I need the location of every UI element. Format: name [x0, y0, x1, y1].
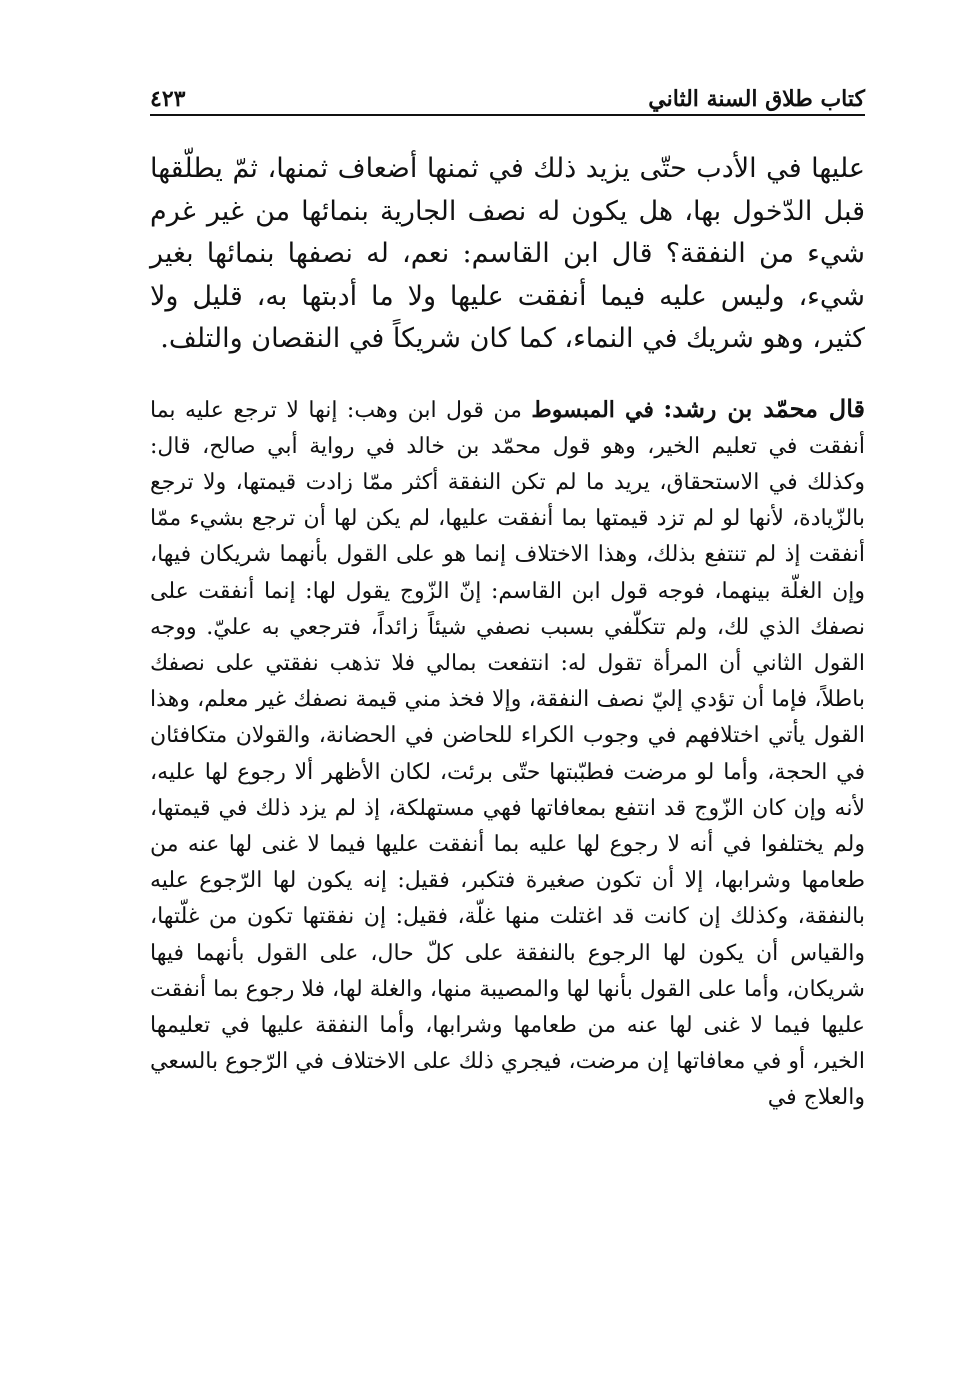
commentary-source: في المبسوط	[531, 396, 654, 423]
running-header-title: كتاب طلاق السنة الثاني	[648, 86, 865, 112]
page-number: ٤٢٣	[150, 86, 186, 112]
running-header	[150, 62, 865, 116]
paragraph-question: عليها في الأدب حتّى يزيد ذلك في ثمنها أضعاف ثمنها، ثمّ يطلّقها قبل الدّخول بها، هل يكون له نصف الجارية بنمائها من غير غرم شيء من النفقة؟ قال ابن القاسم: نعم، له نصفها بنمائها بغير شيء، وليس عليه فيما أنفقت عليها ولا ما أدبتها به، قليل ولا كثير، وهو شريك في النماء، كما كان شريكاً في النقصان والتلف.	[150, 153, 865, 354]
commentary-body: من قول ابن وهب: إنها لا ترجع عليه بما أنفقت في تعليم الخير، وهو قول محمّد بن خالد في رواية أبي صالح، قال: وكذلك في الاستحقاق، يريد ما لم تكن النفقة أكثر ممّا زادت قيمتها، ولا ترجع بالزّيادة، لأنها لو لم تزد قيمتها بما أنفقت عليها، لم يكن لها أن ترجع بشيء ممّا أنفقت إذ لم تنتفع بذلك، وهذا الاختلاف إنما هو على القول بأنهما شريكان فيها، وإن الغلّة بينهما، فوجه قول ابن القاسم: إنّ الزّوج يقول لها: إنما أنفقت على نصفك الذي لك، ولم تتكلّفي بسبب نصفي شيئاً زائداً، فترجعي به عليّ. ووجه القول الثاني أن المرأة تقول له: انتفعت بمالي فلا تذهب نفقتي على نصفك باطلاً، فإما أن تؤدي إليّ نصف النفقة، وإلا فخذ مني قيمة نصفك غير معلم، وهذا القول يأتي اختلافهم في وجوب الكراء للحاضن في الحضانة، والقولان متكافئان في الحجة، وأما لو مرضت فطبّبتها حتّى برئت، لكان الأظهر ألا رجوع لها عليه، لأنه وإن كان الزّوج قد انتفع بمعافاتها فهي مستهلكة، إذ لم يزد ذلك في قيمتها، ولم يختلفوا في أنه لا رجوع لها عليه بما أنفقت عليها فيما لا غنى لها عنه من طعامها وشرابها، إلا أن تكون صغيرة فتكبر، فقيل: إنه يكون لها الرّجوع عليه بالنفقة، وكذلك إن كانت قد اغتلت منها غلّة، فقيل: إن نفقتها تكون من غلّتها، والقياس أن يكون لها الرجوع بالنفقة على كلّ حال، على القول بأنهما فيها شريكان، وأما على القول بأنها لها والمصيبة منها، والغلة لها، فلا رجوع بما أنفقت عليها فيما لا غنى لها عنه من طعامها وشرابها، وأما النفقة عليها في تعليمها الخير، أو في معافاتها إن مرضت، فيجري ذلك على الاختلاف في الرّجوع بالسعي والعلاج في	[150, 397, 865, 1111]
book-page	[150, 62, 865, 1362]
paragraph-commentary	[150, 391, 865, 1117]
commentary-lead: قال محمّد بن رشد:	[663, 393, 865, 423]
